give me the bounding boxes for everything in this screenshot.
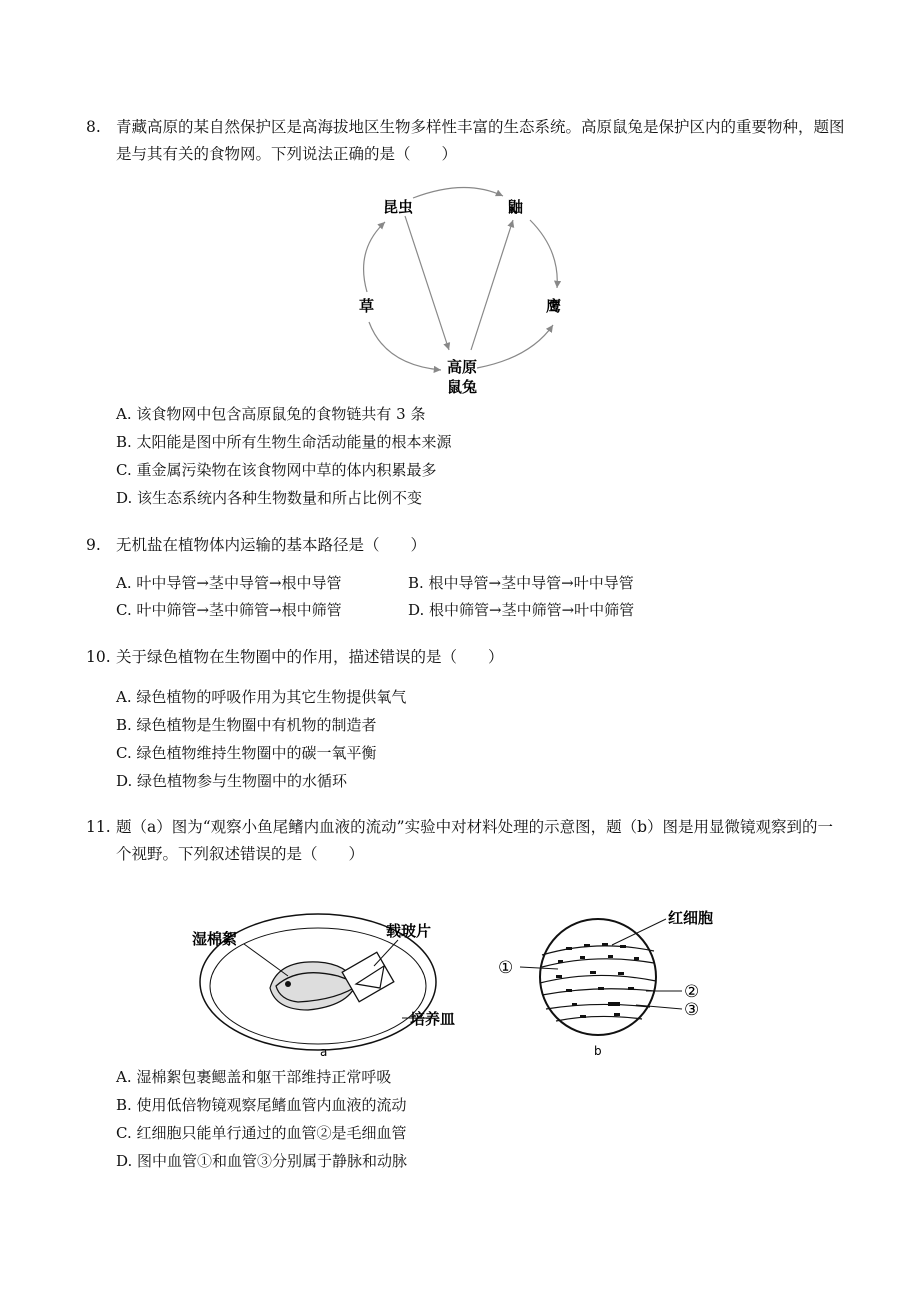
arrow-pika-hawk (477, 325, 553, 368)
wet-cotton (270, 962, 356, 1010)
question-9 (86, 532, 846, 559)
option-9b[interactable]: B. 根中导管→茎中导管→叶中导管 (408, 574, 634, 592)
caption-b: b (594, 1044, 602, 1058)
question-stem: 青藏高原的某自然保护区是高海拔地区生物多样性丰富的生态系统。高原鼠兔是保护区内的重要物种，题图是与其有关的食物网。下列说法正确的是（ ） (116, 118, 845, 163)
arrow-pika-lizard (471, 220, 513, 350)
label-wet-cotton: 湿棉絮 (192, 930, 238, 948)
figure-b-microscope-view (496, 905, 756, 1060)
option-10a[interactable]: A. 绿色植物的呼吸作用为其它生物提供氧气 (116, 688, 407, 706)
node-grass: 草 (359, 297, 375, 315)
label-vessel-3: ③ (684, 1000, 700, 1020)
option-11a[interactable]: A. 湿棉絮包裹鳃盖和躯干部维持正常呼吸 (116, 1068, 392, 1086)
caption-a: a (320, 1045, 328, 1059)
option-11d[interactable]: D. 图中血管①和血管③分别属于静脉和动脉 (116, 1152, 408, 1170)
arrow-lizard-hawk (530, 220, 557, 288)
question-number: 10. (86, 648, 111, 666)
node-pika-line2: 鼠兔 (447, 378, 478, 396)
option-9a[interactable]: A. 叶中导管→茎中导管→根中导管 (116, 574, 342, 592)
arrow-grass-pika (369, 322, 441, 370)
arrow-insect-lizard (413, 187, 503, 198)
food-web-diagram (345, 180, 585, 400)
label-vessel-2: ② (684, 982, 700, 1002)
option-8a[interactable]: A. 该食物网中包含高原鼠兔的食物链共有 3 条 (116, 405, 426, 423)
node-pika-line1: 高原 (447, 358, 478, 376)
option-11b[interactable]: B. 使用低倍物镜观察尾鳍血管内血液的流动 (116, 1096, 407, 1114)
figure-a-fish-dish (188, 900, 488, 1060)
question-10 (86, 644, 846, 671)
node-insect: 昆虫 (383, 198, 414, 216)
option-9d[interactable]: D. 根中筛管→茎中筛管→叶中筛管 (408, 601, 635, 619)
question-11 (86, 814, 846, 868)
question-stem: 关于绿色植物在生物圈中的作用，描述错误的是（ ） (116, 648, 504, 666)
question-number: 9. (86, 536, 101, 554)
option-8b[interactable]: B. 太阳能是图中所有生物生命活动能量的根本来源 (116, 433, 452, 451)
label-rbc: 红细胞 (668, 909, 714, 927)
arrow-grass-insect (364, 222, 385, 292)
option-8c[interactable]: C. 重金属污染物在该食物网中草的体内积累最多 (116, 461, 437, 479)
label-vessel-1: ① (498, 958, 514, 978)
option-9c[interactable]: C. 叶中筛管→茎中筛管→根中筛管 (116, 601, 342, 619)
option-8d[interactable]: D. 该生态系统内各种生物数量和所占比例不变 (116, 489, 423, 507)
label-dish: 培养皿 (410, 1010, 456, 1028)
arrow-insect-pika (405, 216, 449, 350)
option-10c[interactable]: C. 绿色植物维持生物圈中的碳一氧平衡 (116, 744, 377, 762)
node-lizard: 鼬 (508, 198, 524, 216)
node-hawk: 鹰 (546, 297, 562, 315)
option-11c[interactable]: C. 红细胞只能单行通过的血管②是毛细血管 (116, 1124, 407, 1142)
label-slide: 载玻片 (386, 922, 432, 940)
question-number: 11. (86, 818, 111, 836)
question-8 (86, 114, 846, 168)
option-10b[interactable]: B. 绿色植物是生物圈中有机物的制造者 (116, 716, 377, 734)
question-stem: 题（a）图为“观察小鱼尾鳍内血液的流动”实验中对材料处理的示意图，题（b）图是用显微镜观察到的一个视野。下列叙述错误的是（ ） (116, 818, 834, 863)
question-number: 8. (86, 118, 101, 136)
question-stem: 无机盐在植物体内运输的基本路径是（ ） (116, 536, 427, 554)
option-10d[interactable]: D. 绿色植物参与生物圈中的水循环 (116, 772, 348, 790)
